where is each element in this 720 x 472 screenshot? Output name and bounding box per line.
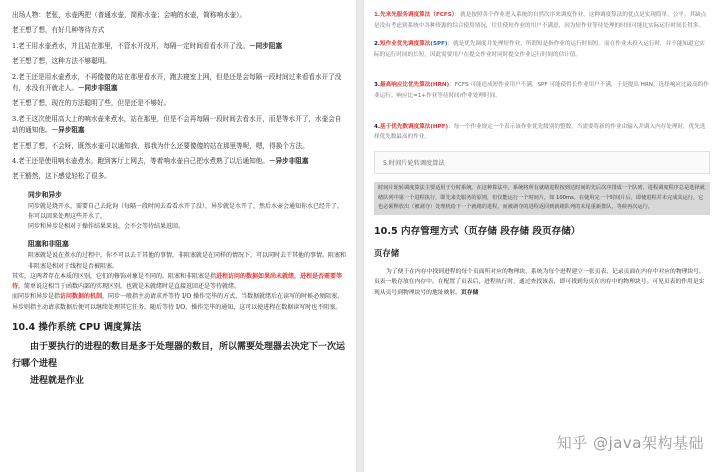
section-heading-10-4: 10.4 操作系统 CPU 调度算法 [12, 321, 142, 333]
label-sync-nonblocking: －同步非阻塞 [77, 84, 118, 93]
subheading-page-storage: 页存储 [374, 248, 400, 259]
method-1: 1.老王用水壶煮水，并且站在那里，不管水开没开，每隔一定时间看看水开了没。－同步阻塞 [12, 41, 283, 50]
round-robin-description: 时间片轮转调度算法主要适用于分时系统。在这种算法中，系统将所有就绪进程按到达时间的先后次序排成一个队列，进程调度程序总是选择就绪队列中第一个进程执行，即先来先服务的原则，但仅能运行一个时间片，如 100ms。在使用完一个时间片后，即使进程并未完成其运行，它也必须释放出（被剥夺）处理机给下一个就绪的进程，而被剥夺的进程返回到就绪队列的末尾重新排队，等候再次运行。 [374, 182, 710, 215]
bold-paragraph: 进程就是作业 [30, 375, 85, 386]
method-2: 2.老王还是用水壶煮水，不再傻傻的站在那里看水开，跑去寝室上网，但是还是会每隔一段时间过来看看水开了没有，水没有开就走人。－同步非阻塞 [12, 72, 342, 93]
section-heading-10-5: 10.5 内存管理方式（页存储 段存储 段页存储） [374, 226, 581, 238]
algo-hpf: 4.基于优先数调度算法(HPF)：每一个作业规定一个表示该作业优先级别的整数，当需要将新的作业由输入井调入内存处理时，优先选择优先数最高的作业。 [374, 123, 706, 141]
paragraph: 同步和异步是相对于操作结果来说，会不会等待结果返回。 [28, 223, 185, 231]
paragraph: 老王想了想，这种方法不够聪明。 [12, 57, 111, 66]
subheading-sync-async: 同步和异步 [28, 190, 62, 199]
algo-spf: 2.短作业优先调度算法(SPF)：就是优先调度并处理短作业，所谓短是指作业的运行时间短。而在作业未投入运行时，并不能知道它实际的运行时间的长短，因此需要用户在提交作业时同时提交作业运行时间的估计值。 [374, 41, 705, 58]
algo-hrn: 3.最高响应比优先算法(HRN)：FCFS 可能造成短作业用户不满，SPF 可能使得长作业用户不满，于是提出 HRN，选择响应比最高的作业运行。响应比=1+作业等待时间/作业处理时间。 [374, 82, 709, 99]
bold-paragraph: 由于要执行的进程的数目是多于处理器的数目，所以需要处理器去决定下一次运行哪个进程 [12, 341, 346, 369]
method-3: 3.老王这次使用高大上的响水壶来煮水，站在那里，但是不会再每隔一段时间去看水开，而是等水开了，水壶会自动的通知他。－异步阻塞 [12, 114, 342, 135]
right-page [364, 0, 720, 472]
paragraph-page-table: 为了便于在内存中找到进程的每个页面所对应的物理块，系统为每个进程建立一张页表，记录页面在内存中对应的物理块号，页表一般存放在内存中。在配置了页表后，进程执行时，通过查找该表，即可找到每页在内存中的物理块号。可见页表的作用是实现从页号到物理块号的地址映射。页存储 [374, 269, 705, 296]
algo-fcfs: 1.先来先服务调度算法（FCFS）：就是按照各个作业进入系统的自然次序来调度作业。这种调度算法的优点是实现简单，公平。其缺点是没有考虑到系统中各种资源的综合使用情况，往往使短作业的用户不满意，因为短作业等待处理的时间可能比实际运行时间长得多。 [374, 12, 707, 29]
paragraph: 老王想了想，现在的方法聪明了些，但是还是不够好。 [12, 99, 171, 108]
paragraph-difference: 其实，这两者存在本质的区别，它们的修饰对象是不同的。阻塞和非阻塞是指进程访问的数据如果尚未就绪，进程是否需要等待，简单说这相当于函数内部的实现区别，也就是未就绪时是直接返回还是等待就绪。 [12, 272, 343, 291]
round-robin-title-box: 5.时间片轮转调度算法 [374, 151, 710, 174]
highlight-red: 访问数据的机制 [60, 293, 103, 301]
zhihu-watermark: 知乎 @java架构基础 [556, 434, 704, 452]
subheading-blocking: 阻塞和非阻塞 [28, 240, 69, 249]
paragraph-mechanism: 而同步和异步是指访问数据的机制，同步一般指主动请求并等待 I/O 操作完毕的方式，当数据就绪后在读写的时候必须阻塞，异步则指主动请求数据后便可以继续处理其它任务，随后等待 I/O，操作完毕的通知，这可以使进程在数据读写时也不阻塞。 [12, 293, 344, 311]
label-sync-blocking: －同步阻塞 [249, 41, 283, 50]
paragraph: 同步就是烧开水，需要自己去轮询（每隔一段时间去看看水开了没），异步就是水开了，然后水壶会通知你水已经开了，你可以回来处理这些开水了。 [28, 202, 344, 221]
intro-paragraph: 出场人物：老张，水壶两把（普通水壶，简称水壶；会响的水壶，简称响水壶）。 [12, 11, 247, 19]
paragraph: 阻塞就是说在煮水的过程中，你不可以去干其他的事情，非阻塞就是在同样的情况下，可以同时去干其他的事情。阻塞和非阻塞是相对于线程是否被阻塞。 [28, 252, 347, 270]
paragraph: 老王想了想，有好几种等待方式 [12, 26, 105, 35]
label-async-nonblocking: －异步非阻塞 [268, 157, 309, 166]
paragraph: 老王想了想，不会呀，既然水壶可以通知我，那我为什么还要傻傻的站在那里等呢，嗯，得换个方法。 [12, 141, 309, 150]
paragraph: 老王豁然，这下感觉轻松了很多。 [12, 172, 111, 181]
highlight-red: 进程访问的数据如果尚未就绪，进程是否需要等待 [12, 272, 343, 291]
label-async-blocking: －异步阻塞 [51, 126, 85, 135]
left-page [0, 0, 356, 472]
method-4: 4.老王还是使用响水壶煮水，跑到客厅上网去，等着响水壶自己把水煮熟了以后通知他。－异步非阻塞 [12, 157, 309, 166]
